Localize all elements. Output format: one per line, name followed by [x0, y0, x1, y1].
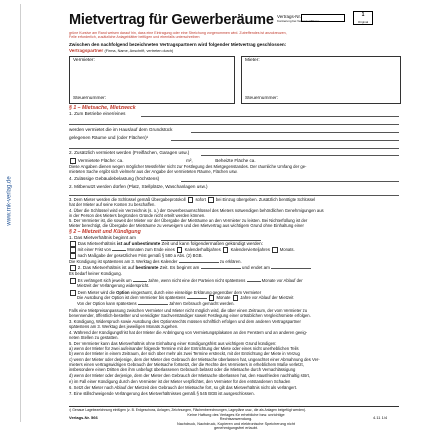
kalenderhalbjahr-checkbox[interactable]	[177, 247, 183, 253]
s2-b: b) wenn der Mieter in einem Zeitraum, der sich über mehr als zwei Termine erstreckt, mit der Entrichtung der Miete in Verzug	[69, 351, 300, 356]
s1-item1: 1. Zum Betriebe einer/eines	[69, 111, 126, 116]
s1-item2: werden vermietet die im Haus/auf dem Grundstück	[69, 127, 173, 132]
sidebar-url-text: www.rnk-verlag.de	[6, 176, 13, 226]
s1-schluessel4: in der Person des Mieters begründen Gründe nicht erteilt werden können.	[69, 213, 206, 218]
footer-disclaimer: Keine Haftung des Verlages für erhebliche bzw. unrichtige Rechtsanwendung. Nachdruck, Nachdruck, Kopieren und elektronische Speicherung nicht genehmigungsfrei erlaubt.	[177, 413, 295, 431]
s2-d: d) wenn der Mieter oder derjenige, dem der Mieter den Gebrauch der Mietsache überlassen hat, den Hausfrieden nachhaltig stört,	[69, 373, 310, 378]
parties-sub: Vertragspartner (Firma, Name, Anschrift, vertreten durch)	[69, 48, 174, 53]
contract-number-field[interactable]	[301, 14, 345, 22]
s1-item3: gelegenen Räume und (oder Flächen)¹	[69, 135, 149, 140]
s1-flaeche: Vermietete Fläche: ca. m², Beheizte Fläche ca.	[69, 158, 256, 164]
jahre-checkbox[interactable]	[233, 295, 239, 301]
s1-schluessel2: hat der Mieter auf seine Kosten zu beschaffen.	[69, 202, 156, 207]
s1-item4-field[interactable]	[201, 155, 399, 156]
s2-item5b: neten Stellen zu gestatten.	[69, 335, 119, 340]
flaeche-checkbox[interactable]	[70, 158, 76, 164]
unbestimmt-checkbox[interactable]	[70, 241, 76, 247]
section-1-heading: § 1 – Mietsache, Mietzweck	[69, 105, 136, 111]
s1-item1-field[interactable]	[141, 116, 399, 117]
s2-item1: 1. Das Mietverhältnis beginnt am	[69, 235, 136, 240]
s1-item3-field[interactable]	[171, 140, 399, 141]
contract-number-label: Vertrags-Nr. Kontierung bei Vermieter/Mieter	[277, 14, 320, 23]
s2-ohne: Es bedarf keiner Kündigung.	[69, 271, 122, 276]
publisher-logo: 1 Original	[353, 11, 373, 25]
option-checkbox[interactable]	[70, 290, 76, 296]
frist-checkbox[interactable]	[70, 247, 76, 253]
sidebar-url	[6, 154, 35, 254]
s2-item6: 5. Der Vermieter kann das Mietverhältnis ohne Einhaltung einer Kündigungsfrist aus wichtigem Grund kündigen:	[69, 341, 277, 346]
s2-item2: Das Mietverhältnis ist auf unbestimmte Zeit und kann folgendermaßen gekündigt werden:	[69, 241, 263, 247]
verlaengert-checkbox[interactable]	[70, 278, 76, 284]
s1-schluessel3: 4. Über die Schlüssel wird ein Verzeichnis (s. o.) der Gewerberaumschlüssel des Mieters notwendigen behördlichen Genehmigungen aus	[69, 208, 324, 213]
s1-item6: 5. Der Vermieter ist, die soweit der Mieter vor der Übergabe der Mieträume an den Vermieter zu leisten. Bei Nichterfüllung ist der	[69, 218, 308, 223]
sofort-checkbox[interactable]	[188, 197, 194, 203]
document-page	[6, 4, 416, 431]
parties-heading: Zwischen den nachfolgend bezeichneten Vertragspartnern wird folgender Mietvertrag geschlossen:	[69, 42, 287, 47]
s1-item4: 2. Zusätzlich vermietet werden (Freiflächen, Garagen usw.)	[69, 150, 190, 155]
s2-fortsetzung: Falls eine Mietpreisanpassung zwischen Vermieter und Mieter nicht möglich wird, die über einen Zeitraum, der vom Vermieter zu	[69, 308, 308, 313]
s1-angaben: Diese Angaben dienen wegen möglicher Messfehler nicht zur Festlegung des Mietgegenstandes. Der räumliche Umfang der ge-	[69, 164, 307, 169]
section-2-heading: § 2 – Mietzeit und Kündigung	[69, 229, 141, 235]
s2-option-a: Es verlängert sich jeweils um Jahre, wenn nicht eine der Parteien nicht spätestens Monate vor Ablauf der	[69, 278, 303, 284]
s1-schluessel: 3. Dem Mieter werden die Schlüssel gemäß Übergabeprotokoll sofort bei Einzug übergeben. Zusätzlich benötigte Schlüssel	[69, 197, 316, 202]
s2-option-b3: Die Ausübung der Option ist dem Vermieter bis spätestens Monate Jahre vor Ablauf der Mietzeit	[77, 295, 294, 300]
s1-item2-field[interactable]	[191, 132, 399, 133]
s2-option-b6: Von der Option kann spätestens Jahren Gebrauch gemacht werden.	[77, 301, 235, 306]
s2-item4b: spätestens am 3. Werktag des jeweiligen Monats zugehen.	[69, 324, 179, 329]
gesetzlich-checkbox[interactable]	[70, 253, 76, 259]
landlord-box[interactable]: Vermieter: Steuernummer:	[69, 56, 235, 104]
s2-f: 6. Setzt der Mieter nach Ablauf der Mietzeit den Gebrauch der Mietsache fort, so gilt das Mietverhältnis nicht als verlängert.	[69, 385, 298, 390]
s1-item1-field2[interactable]	[69, 124, 399, 125]
s2-fortsetzung2: benennender, öffentlich-bestellter und vereidigter Sachverständiger soweit Festlegung einer ortsüblichen Vergleichsmiete erfolgen.	[69, 313, 311, 318]
s1-field-extra[interactable]	[69, 148, 399, 149]
s2-e: e) im Fall einer Kündigung durch den Vermieter ist der Mieter verpflichtet, den Vermieter für den entstandenen Schaden	[69, 379, 291, 384]
s2-item5: 4. Während der Kündigungsfrist hat der Mieter die Anbringung von Vermietungsplakaten an den Fenstern und an anderen geeig-	[69, 330, 308, 335]
s1-zulaessige-field[interactable]	[181, 181, 399, 182]
bestimmt-checkbox[interactable]	[70, 265, 76, 271]
footer-rule	[69, 406, 399, 407]
footnote: ¹) Genaue Lagebezeichnung einfügen (z. B. Erdgeschoss, Anlagen, Zeichnungen, Flächenberechnungen, Lagepläne usw., die als Anlagen beigefügt werden).	[69, 408, 306, 412]
s2-c: c) wenn der Mieter oder derjenige, dem der Mieter den Gebrauch der Mietsache überlassen hat, ungeachtet einer Abmahnung des Ver-	[69, 357, 320, 362]
s1-item6b: Mieter berechtigt, die Übergabe der Mieträume zu verweigern und den Mietvertrag aus wichtigem Grund ohne Einhaltung einer	[69, 223, 304, 228]
monate-checkbox[interactable]	[209, 295, 215, 301]
page-info: 4.11 1/4	[373, 415, 388, 420]
s2-nach: nach Maßgabe der gesetzlichen Frist gemäß § 580 a Abs. (2) BGB.	[69, 253, 203, 259]
s2-item4: 3. Kündigung, Widerspruch sowie Ausübung des Optionsrechts müssen schriftlich erfolgen und dem anderen Vertragspartner	[69, 319, 301, 324]
bei-einzug-checkbox[interactable]	[208, 197, 214, 203]
s2-option-b: Dem Mieter wird die Option eingeräumt, durch eine einseitige Erklärung gegenüber dem Vermieter	[69, 290, 261, 296]
kalendervierteljahr-checkbox[interactable]	[223, 247, 229, 253]
s2-option-a4: Mietzeit der Verlängerung widerspricht.	[77, 283, 150, 288]
s1-mitbenutzt-field[interactable]	[69, 195, 399, 196]
publisher-number: Verlags-Nr. 566	[69, 415, 98, 420]
s2-a: a) wenn der Mieter für zwei aufeinander folgende Termine mit der Entrichtung der Miete oder eines nicht unerheblichen Teils	[69, 346, 299, 351]
tenant-box[interactable]: Mieter: Steuernummer:	[241, 56, 401, 104]
s2-item3: 2. Das Mietverhältnis ist auf bestimmte Zeit. Es beginnt am und endet am	[69, 265, 311, 271]
s2-option1: mit einer Frist von Monaten zum Ende eines Kalenderhalbjahres Kalendervierteljahres Monats.	[69, 247, 295, 253]
intro-text: grüne Kursive am Rand weisen darauf hin, dass eine Eintragung oder eine Streichung vorgenommen wird. Zutreffendes ist anzukreuzen, Felle erforderlich, zusätzliche Anlageblätter beifügen und ebenfalls unterschreiben	[69, 31, 287, 40]
s2-g: 7. Eine stillschweigende Verlängerung des Mietverhältnisses gemäß § 545 BGB ist ausgeschlossen.	[69, 391, 255, 396]
s1-mitbenutzt: 2. Mitbenutzt werden dürfen (Platz, Stellplätze, Waschanlagen usw.)	[69, 184, 208, 189]
s2-c3: insbesondere einen Dritten den ihm unbefugt überlassenen Gebrauch belässt oder die Mietsache durch Vernachlässigung	[69, 367, 296, 372]
s1-angaben2: mieteten Sache ergibt sich vielmehr aus der Angabe der vermieteten Räume, Flächen usw.	[69, 169, 238, 174]
s2-kuendigung: Die Kündigung ist spätestens am 3. Werktag des Kalender zu erklären.	[69, 259, 242, 264]
monats-checkbox[interactable]	[272, 247, 278, 253]
s2-c2: mieters einen vertragswidrigen Gebrauch der Mietsache fortsetzt, der die Rechte des Vermieters in erheblichem Maße verletzt,	[69, 362, 304, 367]
s1-zulaessige: 4. Zulässige Gebäudebelastung (höchstens)	[69, 176, 160, 181]
page-title: Mietvertrag für Gewerberäume	[69, 12, 274, 28]
